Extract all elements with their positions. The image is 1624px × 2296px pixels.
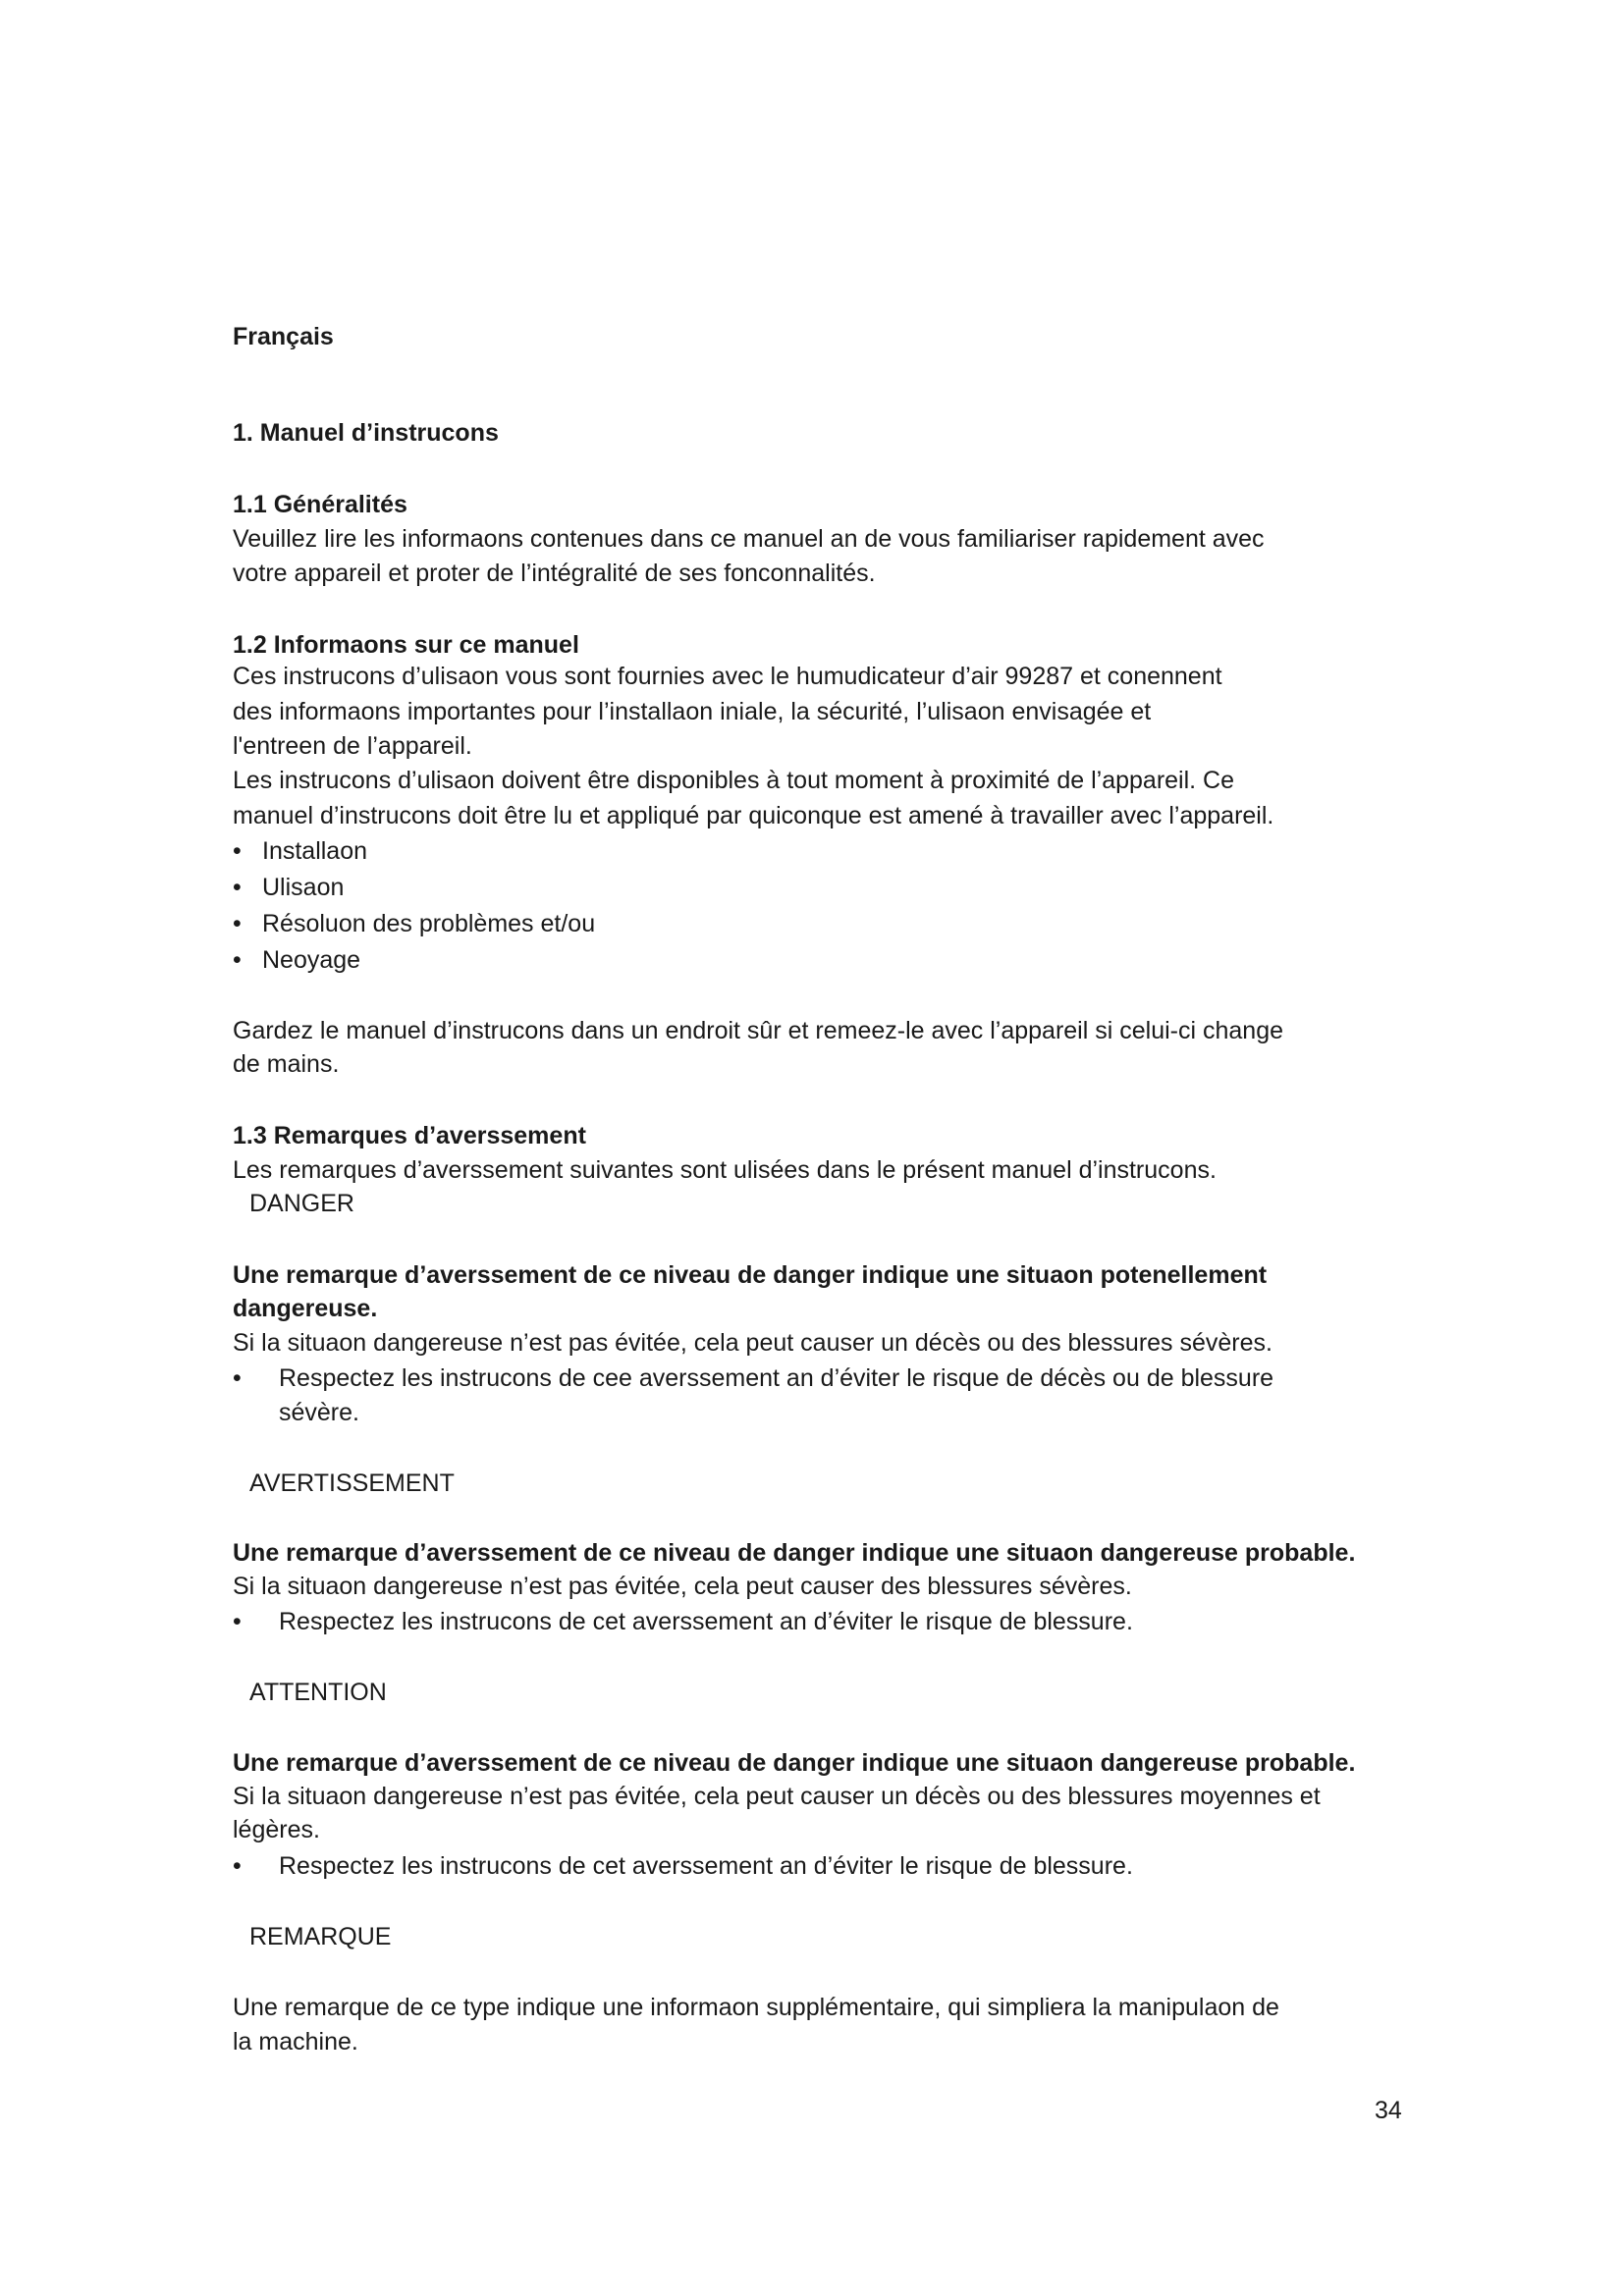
paragraph-line: Veuillez lire les informaons contenues dans ce manuel an de vous familiariser rapidement avec	[233, 525, 1265, 553]
danger-bullet: sévère.	[279, 1399, 359, 1426]
list-item: Ulisaon	[262, 874, 345, 901]
remarque-text: Une remarque de ce type indique une informaon supplémentaire, qui simpliera la manipulaon de	[233, 1994, 1279, 2021]
attention-text: Si la situaon dangereuse n’est pas évitée, cela peut causer un décès ou des blessures moyennes et	[233, 1783, 1321, 1810]
attention-label: ATTENTION	[249, 1679, 387, 1706]
paragraph-line: des informaons importantes pour l’installaon iniale, la sécurité, l’ulisaon envisagée et	[233, 698, 1152, 725]
paragraph-line: Gardez le manuel d’instrucons dans un endroit sûr et remeez-le avec l’appareil si celui-ci change	[233, 1017, 1283, 1044]
page-number: 34	[1375, 2097, 1402, 2124]
paragraph-line: l'entreen de l’appareil.	[233, 732, 472, 760]
bullet-icon: •	[233, 1608, 242, 1635]
list-item: Résoluon des problèmes et/ou	[262, 910, 596, 937]
paragraph-line: Ces instrucons d’ulisaon vous sont fournies avec le humudicateur d’air 99287 et conennent	[233, 663, 1222, 690]
remarque-label: REMARQUE	[249, 1923, 392, 1950]
bullet-icon: •	[233, 837, 242, 865]
bullet-icon: •	[233, 1852, 242, 1880]
language-heading: Français	[233, 323, 334, 350]
danger-heading: dangereuse.	[233, 1295, 378, 1322]
paragraph-line: Les remarques d’averssement suivantes sont ulisées dans le présent manuel d’instrucons.	[233, 1156, 1217, 1184]
danger-text: Si la situaon dangereuse n’est pas évitée, cela peut causer un décès ou des blessures sévères.	[233, 1329, 1272, 1357]
avertissement-text: Si la situaon dangereuse n’est pas évitée, cela peut causer des blessures sévères.	[233, 1573, 1132, 1600]
section-1-1-title: 1.1 Généralités	[233, 491, 407, 518]
avertissement-label: AVERTISSEMENT	[249, 1469, 455, 1497]
attention-bullet: Respectez les instrucons de cet averssement an d’éviter le risque de blessure.	[279, 1852, 1133, 1880]
attention-text: légères.	[233, 1816, 320, 1843]
bullet-icon: •	[233, 910, 242, 937]
danger-label: DANGER	[249, 1190, 354, 1217]
remarque-text: la machine.	[233, 2028, 358, 2056]
bullet-icon: •	[233, 874, 242, 901]
avertissement-heading: Une remarque d’averssement de ce niveau de danger indique une situaon dangereuse probable.	[233, 1539, 1356, 1567]
section-1-title: 1. Manuel d’instrucons	[233, 419, 499, 447]
attention-heading: Une remarque d’averssement de ce niveau de danger indique une situaon dangereuse probable.	[233, 1749, 1356, 1777]
bullet-icon: •	[233, 1364, 242, 1392]
section-1-2-title: 1.2 Informaons sur ce manuel	[233, 631, 579, 659]
danger-heading: Une remarque d’averssement de ce niveau de danger indique une situaon potenellement	[233, 1261, 1268, 1289]
paragraph-line: Les instrucons d’ulisaon doivent être disponibles à tout moment à proximité de l’appareil. Ce	[233, 767, 1235, 794]
paragraph-line: manuel d’instrucons doit être lu et appliqué par quiconque est amené à travailler avec l’appareil.	[233, 802, 1274, 829]
paragraph-line: votre appareil et proter de l’intégralité de ses fonconnalités.	[233, 560, 876, 587]
paragraph-line: de mains.	[233, 1050, 340, 1078]
bullet-icon: •	[233, 946, 242, 974]
list-item: Neoyage	[262, 946, 361, 974]
section-1-3-title: 1.3 Remarques d’averssement	[233, 1122, 586, 1149]
danger-bullet: Respectez les instrucons de cee averssement an d’éviter le risque de décès ou de blessure	[279, 1364, 1274, 1392]
avertissement-bullet: Respectez les instrucons de cet averssement an d’éviter le risque de blessure.	[279, 1608, 1133, 1635]
list-item: Installaon	[262, 837, 368, 865]
